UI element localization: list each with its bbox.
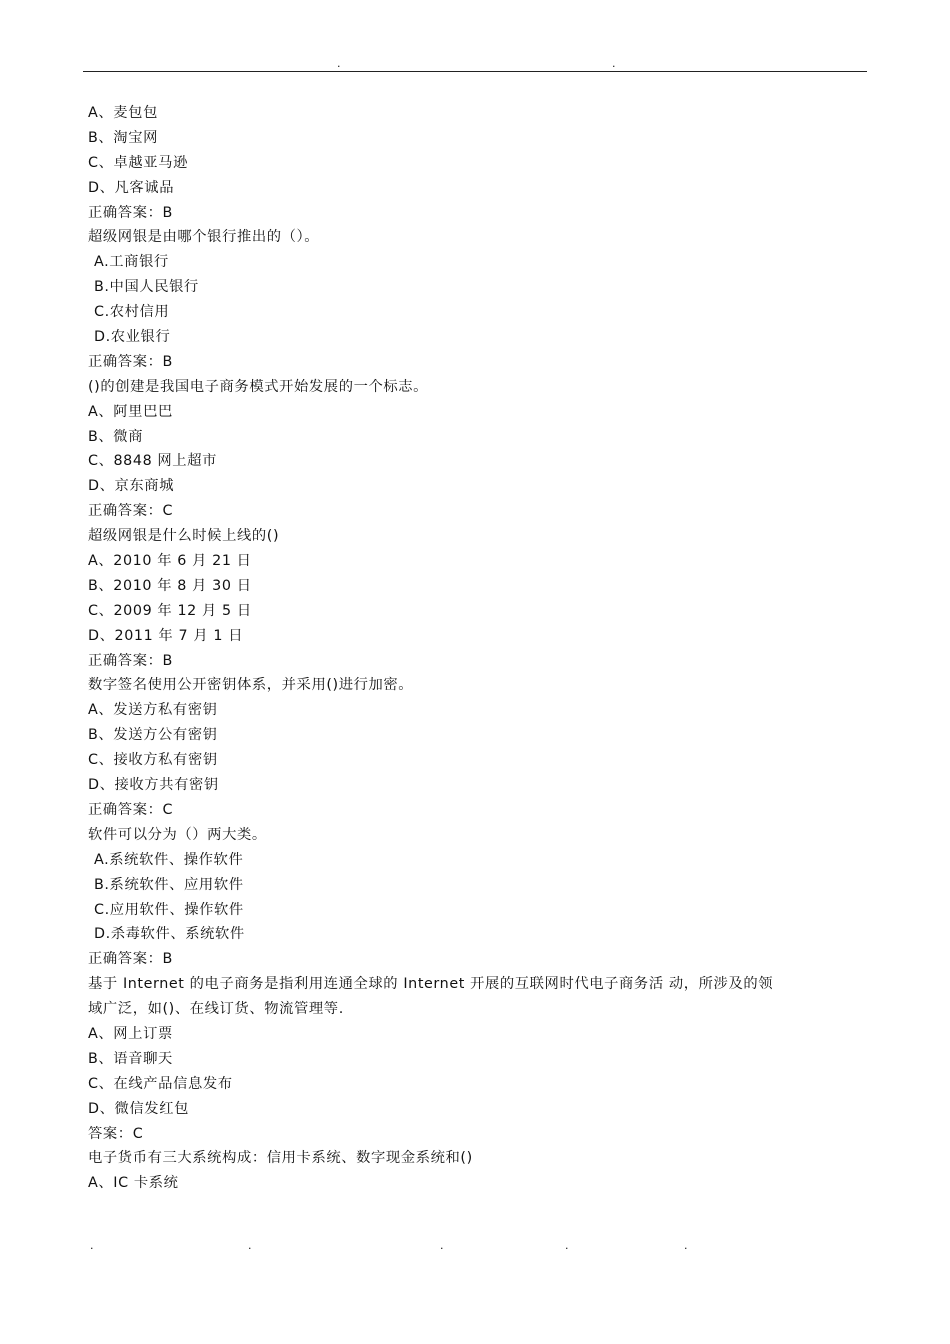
document-body (88, 101, 868, 1196)
question-line: ()的创建是我国电子商务模式开始发展的一个标志。 (88, 378, 429, 395)
option-line: B.系统软件、应用软件 (94, 876, 244, 893)
option-line: D、接收方共有密钥 (88, 777, 219, 794)
answer-line: 答案：C (88, 1125, 144, 1142)
header-dot: . (612, 57, 616, 70)
option-line: A、IC 卡系统 (88, 1175, 179, 1192)
answer-line: 正确答案：C (88, 801, 174, 818)
option-line: B、语音聊天 (88, 1050, 173, 1067)
option-line: D、京东商城 (88, 478, 175, 495)
option-line: C、接收方私有密钥 (88, 752, 218, 769)
option-line: B.中国人民银行 (94, 279, 199, 296)
option-line: B、发送方公有密钥 (88, 727, 218, 744)
text-line: A、麦包包 (88, 105, 158, 121)
footer-dot: . (440, 1239, 444, 1252)
footer-dot: . (90, 1239, 94, 1252)
answer-line: 正确答案：B (88, 204, 173, 221)
answer-line: 正确答案：C (88, 503, 174, 520)
question-line: 电子货币有三大系统构成：信用卡系统、数字现金系统和() (88, 1150, 473, 1167)
option-line: D.农业银行 (94, 329, 171, 346)
question-line: 数字签名使用公开密钥体系，并采用()进行加密。 (88, 677, 414, 694)
question-line: 基于 Internet 的电子商务是指利用连通全球的 Internet 开展的互联网时代电子商务活 动，所涉及的领 (88, 976, 774, 993)
option-line: A、网上订票 (88, 1025, 173, 1042)
question-line: 软件可以分为（）两大类。 (88, 826, 267, 843)
option-line: A.工商银行 (94, 254, 169, 271)
option-line: B、微商 (88, 428, 144, 445)
option-line: A.系统软件、操作软件 (94, 851, 244, 868)
question-line: 域广泛，如()、在线订货、物流管理等. (88, 1001, 344, 1018)
answer-line: 正确答案：B (88, 951, 173, 968)
option-line: C.农村信用 (94, 304, 170, 321)
option-line: C、8848 网上超市 (88, 453, 217, 470)
header-dot: . (337, 57, 341, 70)
question-line: 超级网银是什么时候上线的() (88, 528, 280, 545)
option-line: D、微信发红包 (88, 1100, 189, 1117)
text-line: B、淘宝网 (88, 129, 158, 146)
option-line: A、发送方私有密钥 (88, 702, 218, 719)
option-line: C、在线产品信息发布 (88, 1075, 233, 1092)
option-line: D、2011 年 7 月 1 日 (88, 627, 244, 644)
answer-line: 正确答案：B (88, 652, 173, 669)
option-line: A、阿里巴巴 (88, 403, 173, 420)
option-line: C、2009 年 12 月 5 日 (88, 602, 252, 619)
option-line: B、2010 年 8 月 30 日 (88, 577, 252, 594)
question-line: 超级网银是由哪个银行推出的（）。 (88, 229, 320, 246)
option-line: C.应用软件、操作软件 (94, 901, 244, 918)
footer-dot: . (684, 1239, 688, 1252)
answer-line: 正确答案：B (88, 353, 173, 370)
footer-dot: . (565, 1239, 569, 1252)
text-line: D、凡客诚品 (88, 179, 175, 196)
header-rule (83, 71, 867, 72)
option-line: A、2010 年 6 月 21 日 (88, 553, 252, 570)
text-line: C、卓越亚马逊 (88, 154, 188, 171)
footer-dot: . (248, 1239, 252, 1252)
option-line: D.杀毒软件、系统软件 (94, 926, 245, 943)
